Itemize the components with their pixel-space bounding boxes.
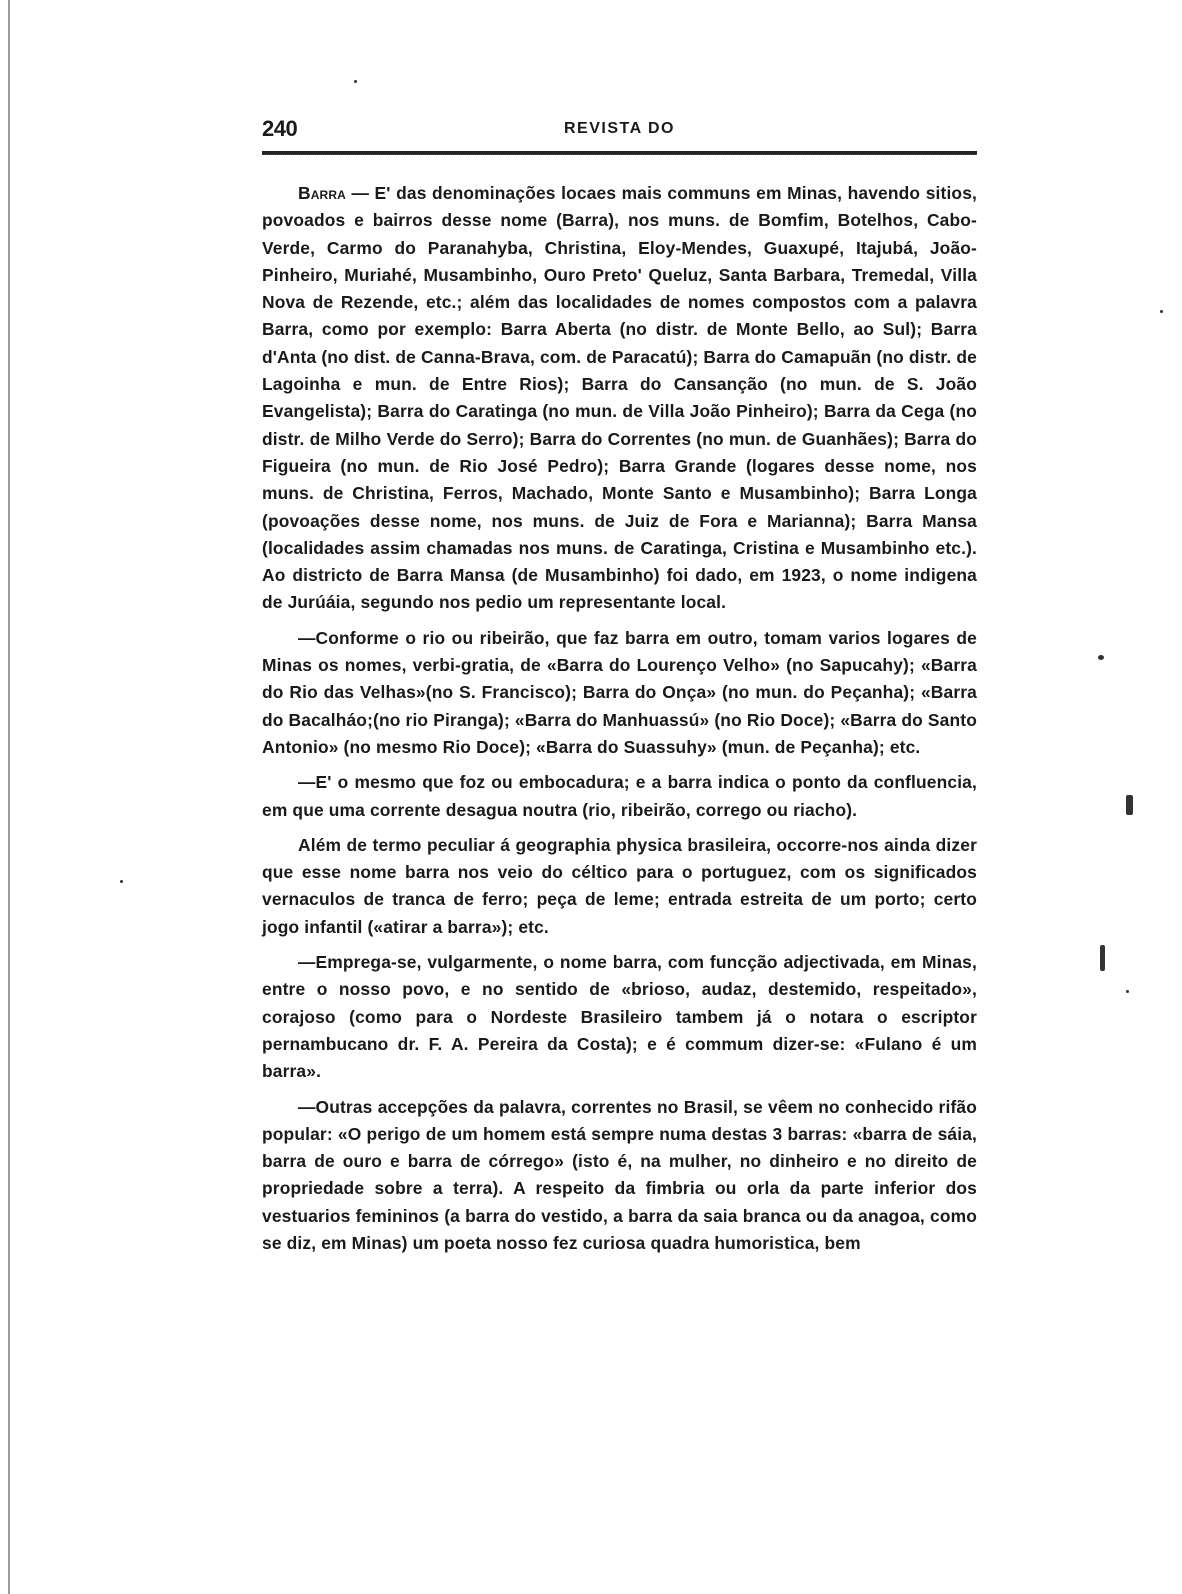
page-number: 240	[262, 116, 298, 141]
paragraph-etymology: Além de termo peculiar á geographia physica brasileira, occorre-nos ainda dizer que esse nome barra nos veio do céltico para o portuguez, com os significados vernaculos de tranca de ferro; peça de leme; entrada estreita de um porto; certo jogo infantil («atirar a barra»); etc.	[262, 834, 977, 937]
paragraph-adjective-usage: —Emprega-se, vulgarmente, o nome barra, com funcção adjectivada, em Minas, entre o nosso povo, e no sentido de «brioso, audaz, destemido, respeitado», corajoso (como para o Nordeste Brasileiro tambem já o notara o escriptor pernambucano dr. F. A. Pereira da Costa); e é commum dizer-se: «Fulano é um barra».	[262, 952, 977, 1082]
entry-headword: Barra	[298, 183, 346, 203]
paragraph-foz-meaning: —E' o mesmo que foz ou embocadura; e a barra indica o ponto da confluencia, em que uma corrente desagua noutra (rio, ribeirão, corrego ou riacho).	[262, 772, 977, 820]
header-rule	[262, 151, 977, 155]
running-head: REVISTA DO	[563, 120, 675, 137]
paragraph-confluence-names: —Conforme o rio ou ribeirão, que faz barra em outro, tomam varios logares de Minas os nomes, verbi-gratia, de «Barra do Lourenço Velho» (no Sapucahy); «Barra do Rio das Velhas»(no S. Francisco); Barra do Onça» (no mun. do Peçanha); «Barra do Bacalháo;(no rio Piranga); «Barra do Manhuassú» (no Rio Doce); «Barra do Santo Antonio» (no mesmo Rio Doce); «Barra do Suassuhy» (mun. de Peçanha); etc.	[262, 627, 977, 757]
article-body	[262, 180, 977, 1265]
paragraph-text: — E' das denominações locaes mais communs em Minas, havendo sitios, povoados e bairros desse nome (Barra), nos muns. de Bomfim, Botelhos, Cabo-Verde, Carmo do Paranahyba, Christina, Eloy-Mendes, Guaxupé, Itajubá, João-Pinheiro, Muriahé, Musambinho, Ouro Preto' Queluz, Santa Barbara, Tremedal, Villa Nova de Rezende, etc.; além das localidades de nomes compostos com a palavra Barra, como por exemplo: Barra Aberta (no distr. de Monte Bello, ao Sul); Barra d'Anta (no dist. de Canna-Brava, com. de Paracatú); Barra do Camapuãn (no distr. de Lagoinha e mun. de Entre Rios); Barra do Cansanção (no mun. de S. João Evangelista); Barra do Caratinga (no mun. de Villa João Pinheiro); Barra da Cega (no distr. de Milho Verde do Serro); Barra do Correntes (no mun. de Guanhães); Barra do Figueira (no mun. de Rio José Pedro); Barra Grande (logares desse nome, nos muns. de Christina, Ferros, Machado, Monte Santo e Musambinho); Barra Longa (povoações desse nome, nos muns. de Juiz de Fora e Marianna); Barra Mansa (localidades assim chamadas nos muns. de Caratinga, Cristina e Musambinho etc.). Ao districto de Barra Mansa (de Musambinho) foi dado, em 1923, o nome indigena de Jurúáia, segundo nos pedio um representante local.	[262, 183, 977, 613]
page-header	[262, 116, 977, 152]
paragraph-other-meanings: —Outras accepções da palavra, correntes no Brasil, se vêem no conhecido rifão popular: «O perigo de um homem está sempre numa destas 3 barras: «barra de sáia, barra de ouro e barra de córrego» (isto é, na mulher, no dinheiro e no direito de propriedade sobre a terra). A respeito da fimbria ou orla da parte inferior dos vestuarios femininos (a barra do vestido, a barra da saia branca ou da anagoa, como se diz, em Minas) um poeta nosso fez curiosa quadra humoristica, bem	[262, 1096, 977, 1253]
paragraph-barra-entry	[262, 180, 977, 617]
page-edge-shadow	[8, 0, 10, 1594]
